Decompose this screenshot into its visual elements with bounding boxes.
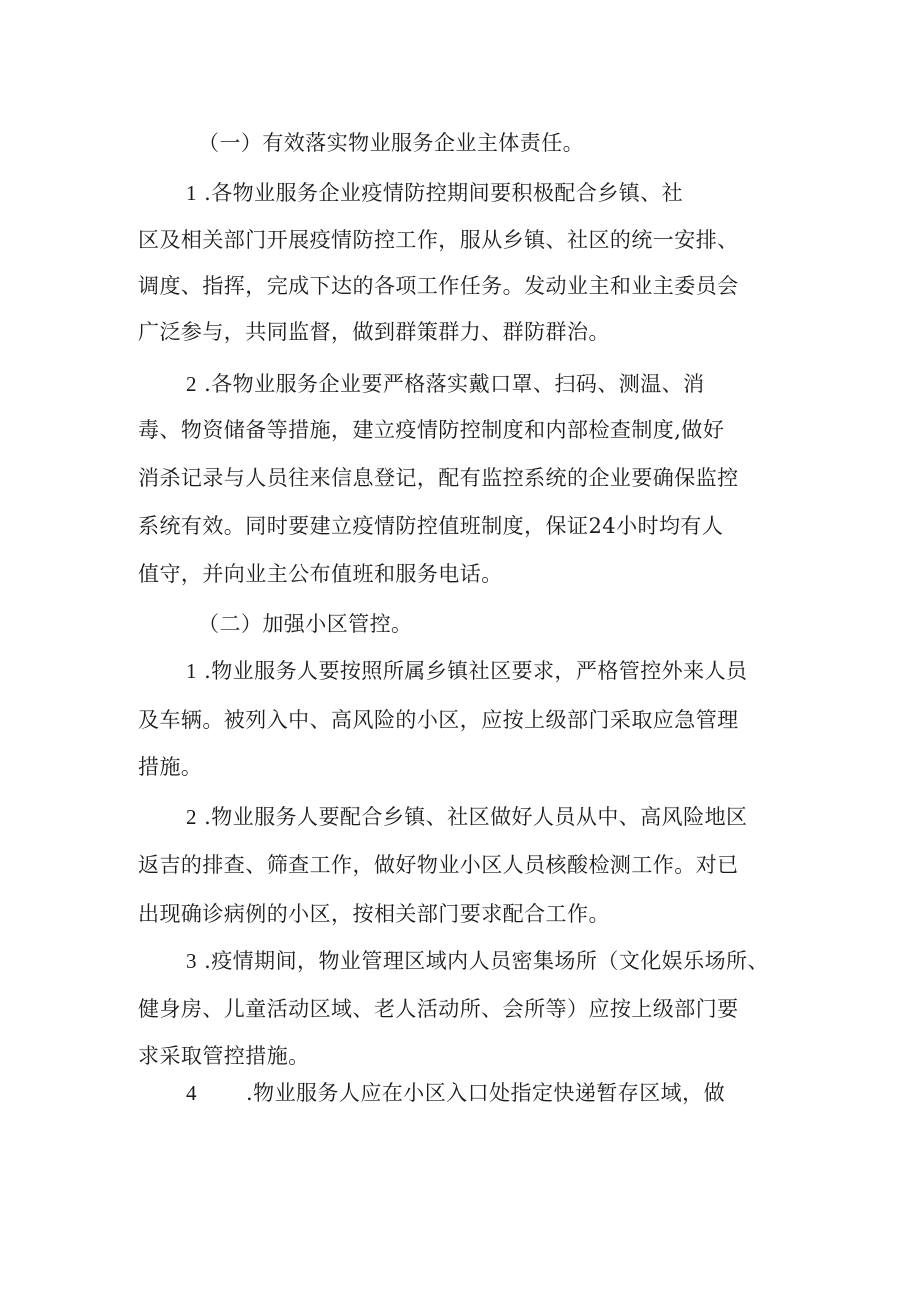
paragraph-text: .各物业服务企业疫情防控期间要积极配合乡镇、社 [204,181,684,205]
paragraph-1-2-line-1 [186,369,705,399]
paragraph-1-2-line-2: 毒、物资储备等措施，建立疫情防控制度和内部检查制度,做好 [138,418,725,442]
paragraph-text: .各物业服务企业要严格落实戴口罩、扫码、测温、消 [204,372,705,396]
paragraph-text: .物业服务人要按照所属乡镇社区要求，严格管控外来人员 [204,659,748,683]
paragraph-1-2-line-5: 值守，并向业主公布值班和服务电话。 [138,562,503,586]
paragraph-2-1-line-2: 及车辆。被列入中、高风险的小区，应按上级部门采取应急管理 [138,708,739,732]
paragraph-text: .疫情期间，物业管理区域内人员密集场所（文化娱乐场所、 [204,949,769,973]
item-number: 1 [186,659,197,683]
paragraph-text: .物业服务人应在小区入口处指定快递暂存区域，做 [246,1081,726,1105]
paragraph-2-1-line-3: 措施。 [138,755,203,779]
paragraph-2-3-line-3: 求采取管控措施。 [138,1044,310,1068]
section-heading-2: （二）加强小区管控。 [198,612,413,636]
item-number: 3 [186,949,197,973]
paragraph-1-2-line-3: 消杀记录与人员往来信息登记，配有监控系统的企业要确保监控 [138,466,739,490]
paragraph-2-4-line-1 [186,1078,725,1108]
paragraph-2-2-line-2: 返吉的排查、筛查工作，做好物业小区人员核酸检测工作。对已 [138,853,739,877]
paragraph-1-2-line-4: 系统有效。同时要建立疫情防控值班制度，保证24小时均有人 [138,514,724,538]
paragraph-1-1-line-2: 区及相关部门开展疫情防控工作，服从乡镇、社区的统一安排、 [138,228,739,252]
paragraph-2-2-line-1 [186,802,747,832]
paragraph-2-1-line-1 [186,656,747,686]
paragraph-1-1-line-3: 调度、指挥，完成下达的各项工作任务。发动业主和业主委员会 [138,274,739,298]
item-number: 2 [186,372,197,396]
paragraph-2-3-line-2: 健身房、儿童活动区域、老人活动所、会所等）应按上级部门要 [138,997,739,1021]
item-number: 1 [186,181,197,205]
paragraph-1-1-line-4: 广泛参与，共同监督，做到群策群力、群防群治。 [138,320,610,344]
paragraph-1-1-line-1 [186,178,683,208]
section-heading-1: （一）有效落实物业服务企业主体责任。 [198,131,585,155]
item-number: 4 [186,1081,197,1105]
paragraph-text: .物业服务人要配合乡镇、社区做好人员从中、高风险地区 [204,805,748,829]
item-number: 2 [186,805,197,829]
paragraph-2-2-line-3: 出现确诊病例的小区，按相关部门要求配合工作。 [138,902,610,926]
paragraph-2-3-line-1 [186,946,769,976]
